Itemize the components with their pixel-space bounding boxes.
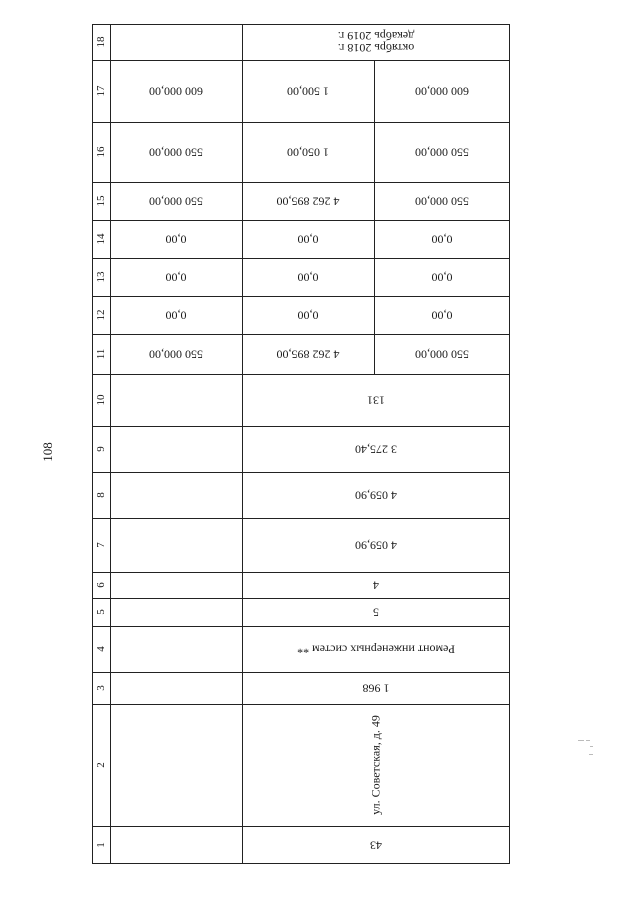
column-number: 5 <box>95 609 107 615</box>
column-number: 6 <box>95 582 107 588</box>
value-cell: 1 050,00 <box>287 145 329 160</box>
address-cell: ул. Советская, д. 49 <box>368 715 382 815</box>
value-cell: 550 000,00 <box>414 194 469 209</box>
column-number: 10 <box>95 394 107 406</box>
value-cell: 0,00 <box>297 308 319 323</box>
column-number: 14 <box>95 233 107 245</box>
column-number: 18 <box>95 36 107 48</box>
column-number: 7 <box>95 542 107 548</box>
value-cell: 131 <box>366 393 385 408</box>
rotated-table <box>92 24 510 864</box>
column-number: 17 <box>95 85 107 97</box>
value-cell: 550 000,00 <box>149 347 203 362</box>
value-cell: 0,00 <box>165 270 187 285</box>
value-cell: 4 262 895,00 <box>276 194 340 209</box>
value-cell: 0,00 <box>165 308 187 323</box>
value-cell: 550 000,00 <box>414 347 469 362</box>
column-number: 16 <box>95 146 107 158</box>
column-number: 2 <box>95 762 107 768</box>
value-cell: 4 059,90 <box>354 488 397 503</box>
column-number: 15 <box>95 195 107 207</box>
period-cell: октябрь 2018 г. декабрь 2019 г. <box>337 29 414 55</box>
work-type-cell: Ремонт инженерных систем ** <box>296 642 455 657</box>
column-number: 13 <box>95 271 107 283</box>
value-cell: 0,00 <box>431 308 452 323</box>
value-cell: 3 275,40 <box>354 442 397 457</box>
scan-artifact <box>578 738 594 760</box>
value-cell: 1 968 <box>362 681 389 696</box>
row-number-cell: 43 <box>369 838 382 852</box>
value-cell: 600 000,00 <box>149 84 203 99</box>
value-cell: 1 500,00 <box>287 84 329 99</box>
value-cell: 4 262 895,00 <box>276 347 340 362</box>
value-cell: 0,00 <box>431 270 452 285</box>
value-cell: 0,00 <box>297 270 319 285</box>
column-number: 9 <box>95 446 107 452</box>
value-cell: 5 <box>372 605 379 620</box>
column-number: 3 <box>95 685 107 691</box>
value-cell: 0,00 <box>431 232 452 247</box>
value-cell: 600 000,00 <box>414 84 469 99</box>
value-cell: 4 059,90 <box>354 538 397 553</box>
column-number: 4 <box>95 646 107 652</box>
value-cell: 4 <box>372 578 379 593</box>
column-number: 8 <box>95 492 107 498</box>
value-cell: 0,00 <box>297 232 319 247</box>
column-number: 11 <box>95 348 107 360</box>
value-cell: 550 000,00 <box>149 145 203 160</box>
value-cell: 550 000,00 <box>149 194 203 209</box>
column-number: 1 <box>95 841 107 848</box>
value-cell: 550 000,00 <box>414 145 469 160</box>
value-cell: 0,00 <box>165 232 187 247</box>
column-number: 12 <box>95 309 107 321</box>
